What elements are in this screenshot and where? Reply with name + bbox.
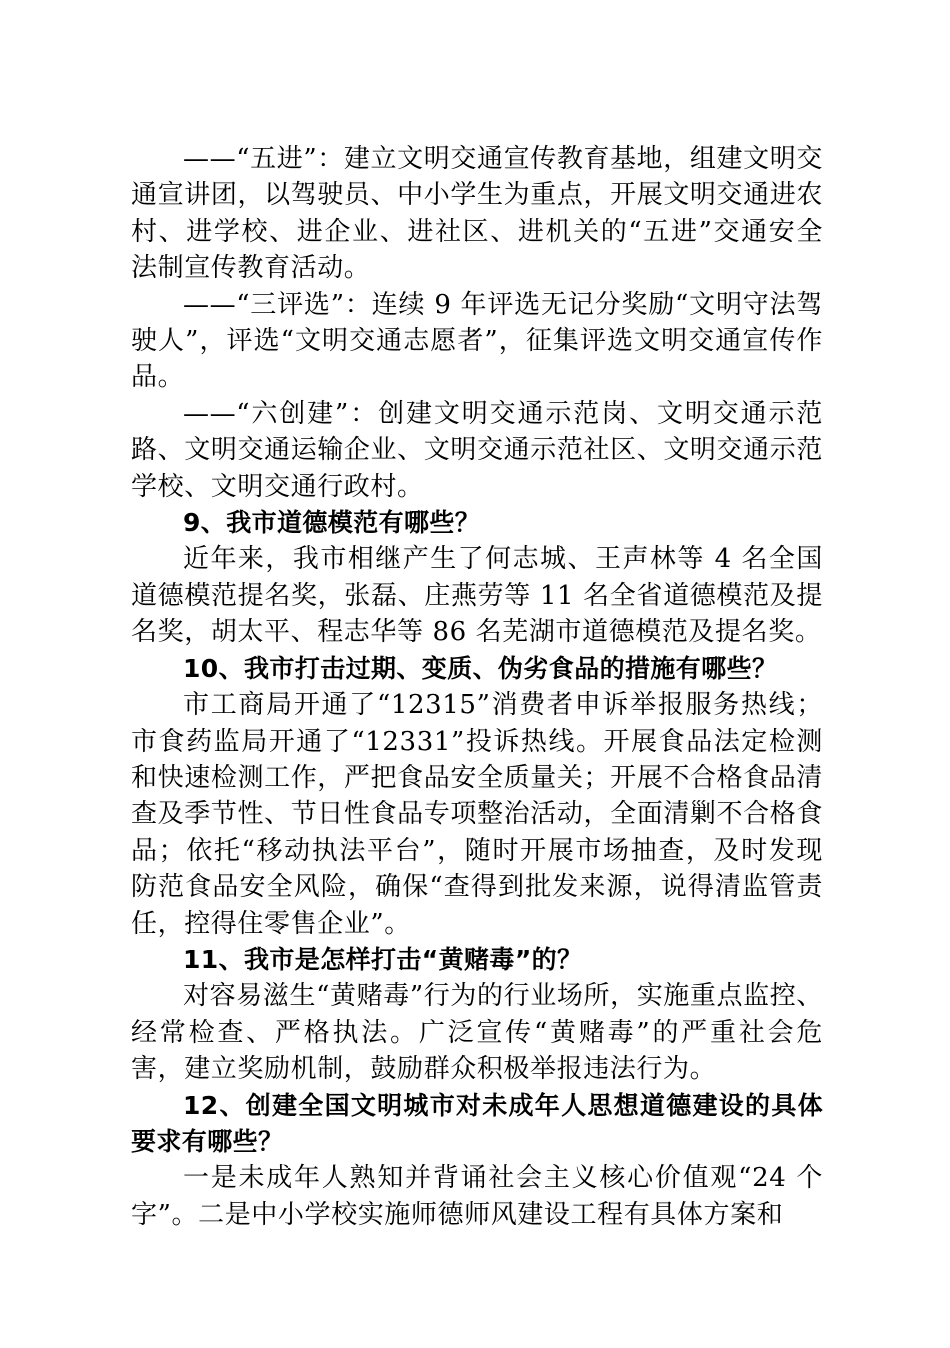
- paragraph-liuchuangjian: ——“六创建”：创建文明交通示范岗、文明交通示范路、文明交通运输企业、文明交通示范社区、文明交通示范学校、文明交通行政村。: [131, 398, 823, 502]
- answer-9-paragraph: 近年来，我市相继产生了何志城、王声林等 4 名全国道德模范提名奖，张磊、庄燕劳等 11 名全省道德模范及提名奖，胡太平、程志华等 86 名芜湖市道德模范及提名奖。: [131, 544, 823, 648]
- paragraph-wujin: ——“五进”：建立文明交通宣传教育基地，组建文明交通宣讲团，以驾驶员、中小学生为重点，开展文明交通进农村、进学校、进企业、进社区、进机关的“五进”交通安全法制宣传教育活动。: [131, 144, 823, 284]
- question-10-heading: 10、我市打击过期、变质、伪劣食品的措施有哪些？: [183, 653, 778, 683]
- paragraph-sanpingxuan: ——“三评选”：连续 9 年评选无记分奖励“文明守法驾驶人”，评选“文明交通志愿者”，征集评选文明交通宣传作品。: [131, 289, 823, 393]
- answer-12-paragraph: 一是未成年人熟知并背诵社会主义核心价值观“24 个字”。二是中小学校实施师德师风建设工程有具体方案和: [131, 1163, 823, 1230]
- document-page: [131, 141, 823, 1233]
- question-9-heading: 9、我市道德模范有哪些？: [183, 508, 481, 538]
- answer-10-paragraph: 市工商局开通了“12315”消费者申诉举报服务热线；市食药监局开通了“12331”投诉热线。开展食品法定检测和快速检测工作，严把食品安全质量关；开展不合格食品清查及季节性、节日性食品专项整治活动，全面清剿不合格食品；依托“移动执法平台”，随时开展市场抽查，及时发现防范食品安全风险，确保“查得到批发来源，说得清监管责任，控得住零售企业”。: [131, 690, 823, 939]
- answer-11-paragraph: 对容易滋生“黄赌毒”行为的行业场所，实施重点监控、经常检查、严格执法。广泛宣传“黄赌毒”的严重社会危害，建立奖励机制，鼓励群众积极举报违法行为。: [131, 981, 823, 1085]
- question-12-heading: 12、创建全国文明城市对未成年人思想道德建设的具体要求有哪些？: [131, 1090, 823, 1156]
- question-11-heading: 11、我市是怎样打击“黄赌毒”的？: [183, 944, 583, 974]
